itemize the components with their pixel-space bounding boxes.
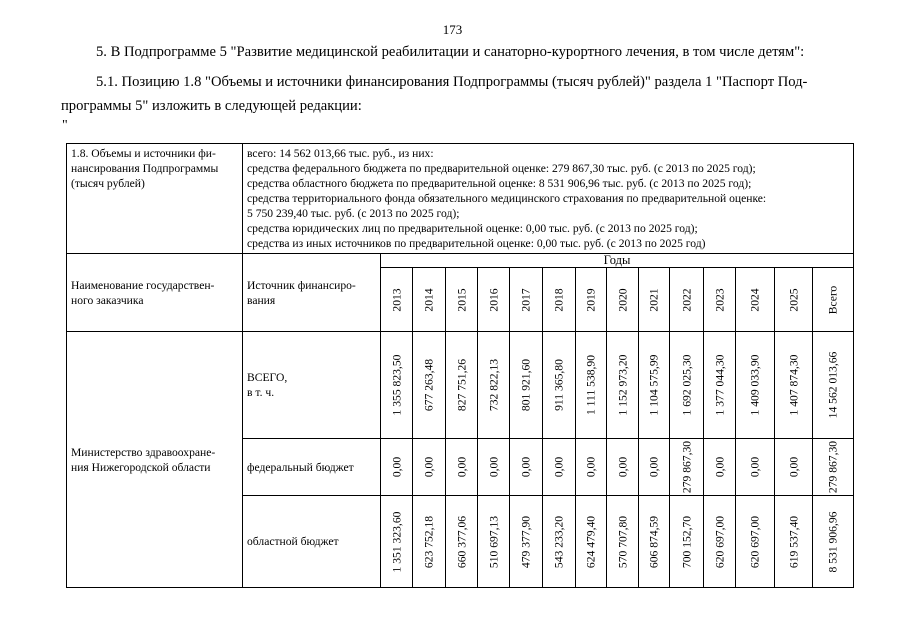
- year-label: Всего: [826, 285, 840, 314]
- value-cell: [510, 439, 543, 496]
- value-cell: [639, 439, 670, 496]
- value-cell: [446, 496, 478, 588]
- value-text: 619 537,40: [787, 515, 800, 568]
- financing-line: средства юридических лиц по предварительной оценке: 0,00 тыс. руб. (с 2013 по 2025 год);: [247, 222, 698, 235]
- value-text: 1 692 025,30: [680, 354, 693, 416]
- year-label: 2025: [787, 287, 800, 312]
- value-cell: [813, 332, 854, 439]
- value-cell: [736, 332, 775, 439]
- value-cell: [478, 496, 510, 588]
- year-header-cell: [813, 268, 854, 332]
- value-text: 0,00: [584, 456, 598, 478]
- value-text: 911 365,80: [552, 359, 566, 411]
- value-cell: [736, 439, 775, 496]
- value-text: 0,00: [713, 456, 726, 478]
- paragraph-position-1-8-line1: 5.1. Позицию 1.8 "Объемы и источники финансирования Подпрограммы (тысяч рублей)" раздела 1 "Паспорт Под-: [96, 74, 808, 90]
- position-label-line: (тысяч рублей): [71, 177, 145, 190]
- value-cell: [510, 332, 543, 439]
- value-text: 1 111 538,90: [584, 354, 598, 416]
- year-label: 2013: [390, 287, 403, 312]
- source-header-line: Источник финансиро-: [247, 278, 356, 292]
- financing-line: средства территориального фонда обязательного медицинского страхования по предварительной оценке:: [247, 192, 767, 205]
- value-text: 1 377 044,30: [713, 354, 726, 416]
- value-cell: [478, 332, 510, 439]
- value-cell: [639, 496, 670, 588]
- value-cell: [775, 496, 813, 588]
- position-label-line: нансирования Подпрограммы: [71, 162, 219, 175]
- value-cell: [543, 496, 576, 588]
- value-cell: [813, 496, 854, 588]
- position-label-cell: [67, 144, 243, 254]
- value-cell: [413, 496, 446, 588]
- financing-table: [66, 143, 854, 588]
- source-line: в т. ч.: [247, 386, 275, 399]
- value-text: 623 752,18: [422, 515, 436, 568]
- source-line: ВСЕГО,: [247, 371, 288, 384]
- value-text: 479 377,90: [519, 515, 533, 568]
- value-cell: [670, 496, 704, 588]
- value-cell: [510, 496, 543, 588]
- value-cell: [736, 496, 775, 588]
- year-header-cell: [607, 268, 639, 332]
- value-cell: [704, 496, 736, 588]
- value-cell: [775, 332, 813, 439]
- position-label-line: 1.8. Объемы и источники фи-: [71, 147, 216, 160]
- value-cell: [775, 439, 813, 496]
- customer-name-line: Министерство здравоохране-: [71, 445, 216, 459]
- value-cell: [813, 439, 854, 496]
- value-text: 677 263,48: [422, 358, 436, 412]
- financing-text-cell: [243, 144, 854, 254]
- source-cell-total: [243, 332, 381, 439]
- value-text: 732 822,13: [487, 358, 500, 412]
- value-cell: [576, 439, 607, 496]
- value-text: 570 707,80: [616, 515, 629, 568]
- value-cell: [543, 332, 576, 439]
- value-text: 1 409 033,90: [748, 354, 762, 416]
- value-text: 0,00: [552, 456, 566, 478]
- year-label: 2018: [552, 287, 566, 312]
- value-text: 1 351 323,60: [390, 511, 403, 572]
- year-header-cell: [736, 268, 775, 332]
- value-text: 620 697,00: [713, 515, 726, 568]
- value-text: 279 867,30: [826, 440, 840, 494]
- year-header-cell: [478, 268, 510, 332]
- value-cell: [607, 496, 639, 588]
- customer-header-cell: [67, 254, 243, 332]
- value-cell: [381, 496, 413, 588]
- year-label: 2022: [680, 287, 693, 312]
- value-cell: [446, 332, 478, 439]
- paragraph-position-1-8-line2: программы 5" изложить в следующей редакции:: [61, 98, 362, 114]
- value-text: 0,00: [390, 456, 403, 478]
- value-text: 8 531 906,96: [826, 511, 840, 572]
- financing-line: средства федерального бюджета по предварительной оценке: 279 867,30 тыс. руб. (с 2013 по 2025 год);: [247, 162, 756, 175]
- source-header-cell: [243, 254, 381, 332]
- year-header-cell: [543, 268, 576, 332]
- value-text: 827 751,26: [455, 358, 468, 412]
- value-text: 0,00: [616, 456, 629, 478]
- value-text: 0,00: [647, 456, 661, 478]
- customer-header-line: ного заказчика: [71, 293, 144, 307]
- value-cell: [670, 439, 704, 496]
- value-text: 279 867,30: [680, 440, 693, 494]
- year-header-cell: [670, 268, 704, 332]
- customer-name-line: ния Нижегородской области: [71, 460, 211, 474]
- value-text: 543 233,20: [552, 515, 566, 568]
- source-cell-regional: [243, 496, 381, 588]
- value-text: 1 407 874,30: [787, 354, 800, 416]
- financing-line: всего: 14 562 013,66 тыс. руб., из них:: [247, 147, 434, 160]
- source-header-line: вания: [247, 293, 276, 307]
- value-cell: [607, 332, 639, 439]
- year-label: 2017: [519, 287, 533, 312]
- value-cell: [576, 332, 607, 439]
- value-text: 0,00: [748, 456, 762, 478]
- value-text: 510 697,13: [487, 515, 500, 568]
- year-label: 2020: [616, 287, 629, 312]
- value-text: 1 152 973,20: [616, 354, 629, 416]
- paragraph-subprogram-5: 5. В Подпрограмме 5 "Развитие медицинской реабилитации и санаторно-курортного лечения, в том числе детям":: [96, 44, 805, 60]
- year-header-cell: [413, 268, 446, 332]
- value-text: 620 697,00: [748, 515, 762, 568]
- value-cell: [478, 439, 510, 496]
- year-label: 2023: [713, 287, 726, 312]
- value-text: 606 874,59: [647, 515, 661, 568]
- source-cell-federal: [243, 439, 381, 496]
- value-text: 14 562 013,66: [826, 351, 840, 419]
- year-header-cell: [775, 268, 813, 332]
- value-text: 0,00: [787, 456, 800, 478]
- value-cell: [413, 332, 446, 439]
- page-number: 173: [442, 22, 463, 37]
- value-text: 0,00: [455, 456, 468, 478]
- value-text: 624 479,40: [584, 515, 598, 568]
- year-label: 2024: [748, 287, 762, 312]
- year-label: 2014: [422, 287, 436, 312]
- value-cell: [704, 439, 736, 496]
- value-text: 1 355 823,50: [390, 354, 403, 416]
- value-cell: [576, 496, 607, 588]
- source-line: областной бюджет: [247, 535, 339, 548]
- year-header-cell: [704, 268, 736, 332]
- year-label: 2019: [584, 287, 598, 312]
- value-text: 1 104 575,99: [647, 354, 661, 416]
- year-header-cell: [639, 268, 670, 332]
- value-cell: [381, 332, 413, 439]
- value-text: 801 921,60: [519, 358, 533, 412]
- opening-quote: ": [62, 118, 68, 133]
- value-cell: [670, 332, 704, 439]
- value-cell: [381, 439, 413, 496]
- year-header-cell: [576, 268, 607, 332]
- year-header-cell: [381, 268, 413, 332]
- year-header-cell: [446, 268, 478, 332]
- value-text: 0,00: [519, 456, 533, 478]
- year-label: 2016: [487, 287, 500, 312]
- financing-line: средства областного бюджета по предварительной оценке: 8 531 906,96 тыс. руб. (с 2013 по 2025 год);: [247, 177, 752, 190]
- value-cell: [413, 439, 446, 496]
- value-cell: [543, 439, 576, 496]
- customer-header-line: Наименование государствен-: [71, 278, 215, 292]
- value-text: 0,00: [422, 456, 436, 478]
- value-text: 660 377,06: [455, 515, 468, 568]
- year-label: 2015: [455, 287, 468, 312]
- value-cell: [607, 439, 639, 496]
- value-cell: [446, 439, 478, 496]
- source-line: федеральный бюджет: [247, 460, 354, 474]
- years-header: Годы: [381, 254, 854, 268]
- value-cell: [639, 332, 670, 439]
- financing-line: 5 750 239,40 тыс. руб. (с 2013 по 2025 год);: [247, 207, 460, 220]
- value-text: 0,00: [487, 456, 500, 478]
- financing-line: средства из иных источников по предварительной оценке: 0,00 тыс. руб. (с 2013 по 2025 год): [247, 237, 706, 250]
- value-text: 700 152,70: [680, 515, 693, 568]
- customer-name-cell: [67, 332, 243, 588]
- value-cell: [704, 332, 736, 439]
- year-label: 2021: [647, 287, 661, 312]
- year-header-cell: [510, 268, 543, 332]
